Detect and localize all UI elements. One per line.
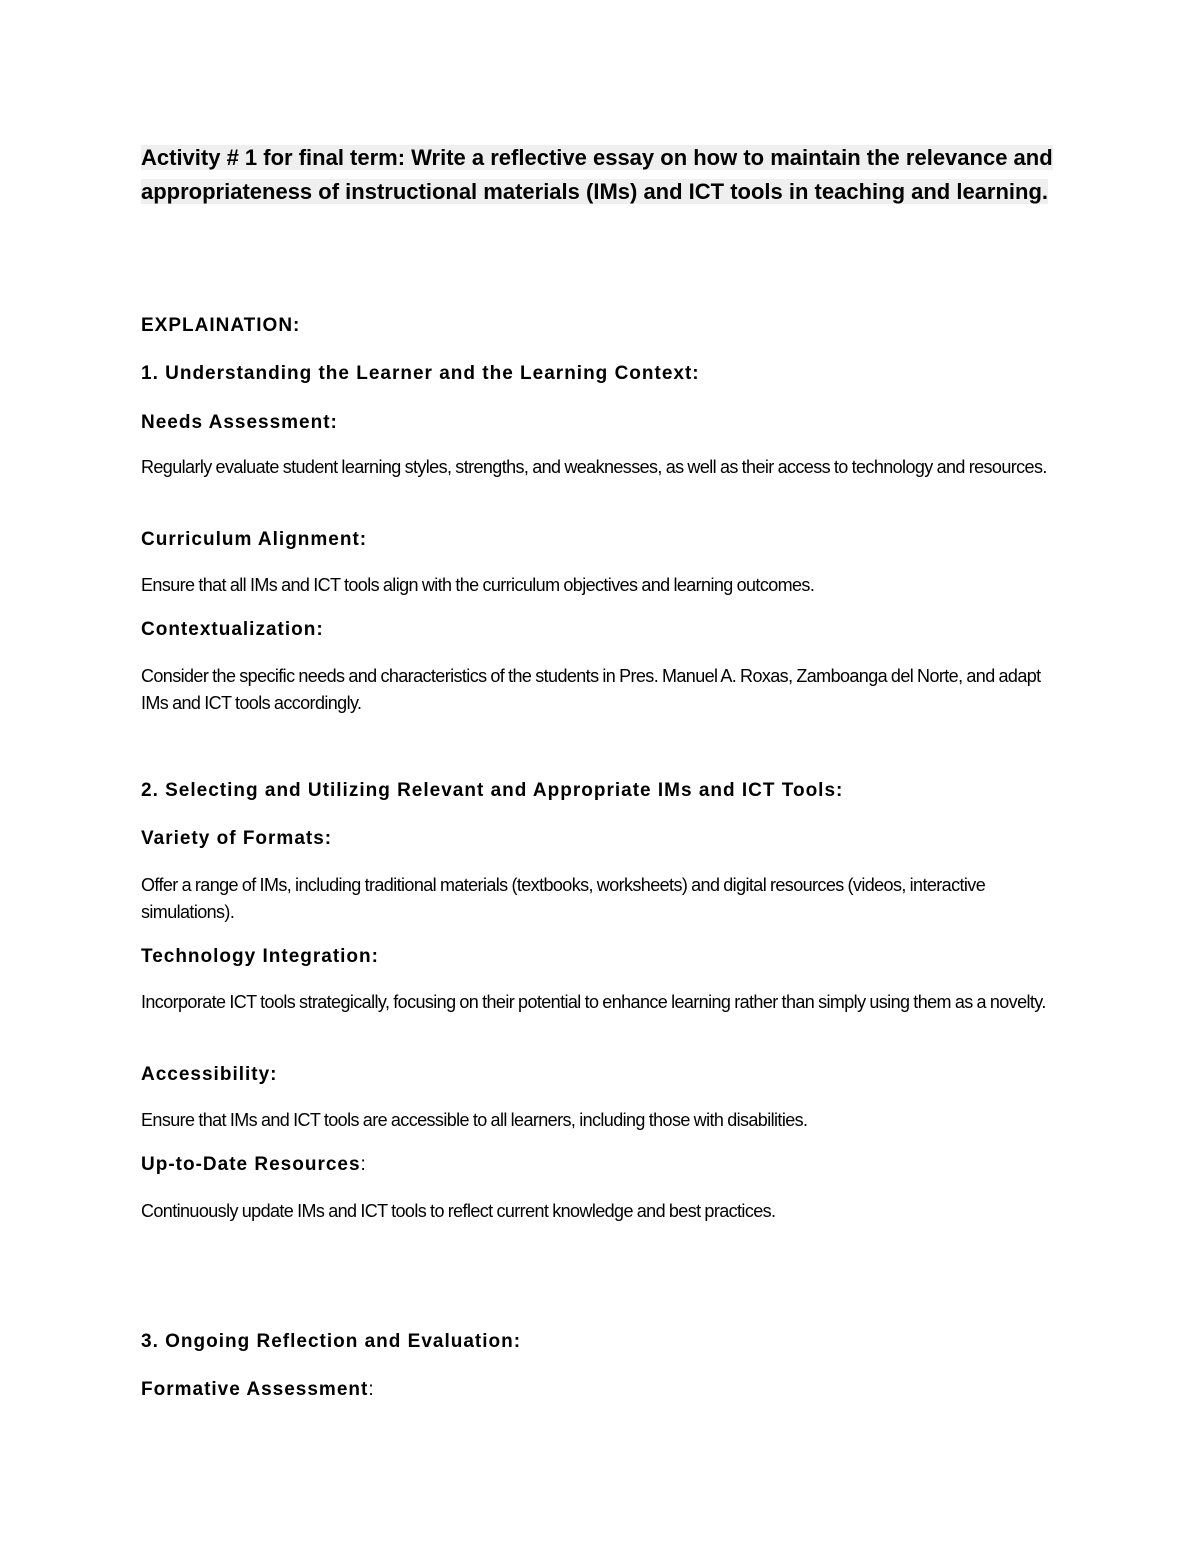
needs-assessment-text: Regularly evaluate student learning styles, strengths, and weaknesses, as well as their access to technology and resources.: [141, 457, 1047, 477]
up-to-date-heading-text: Up-to-Date Resources: [141, 1154, 361, 1175]
activity-title-text: Activity # 1 for final term: Write a reflective essay on how to maintain the relevance and appropriateness of instructional materials (IMs) and ICT tools in teaching and learning.: [141, 145, 1053, 204]
technology-integration-heading: Technology Integration:: [141, 946, 379, 967]
contextualization-text-block: [141, 663, 1071, 717]
contextualization-text: Consider the specific needs and characteristics of the students in Pres. Manuel A. Roxas, Zamboanga del Norte, and adapt IMs and ICT tools accordingly.: [141, 666, 1041, 713]
curriculum-alignment-text-block: [141, 572, 1071, 599]
formative-assessment-heading-text: Formative Assessment: [141, 1379, 369, 1400]
curriculum-alignment-heading-block: [141, 528, 1071, 552]
formative-assessment-heading: [141, 1378, 1071, 1402]
needs-assessment-heading: Needs Assessment:: [141, 412, 338, 433]
technology-integration-heading-block: [141, 945, 1071, 969]
section2-heading: 2. Selecting and Utilizing Relevant and Appropriate IMs and ICT Tools:: [141, 780, 844, 801]
curriculum-alignment-heading: Curriculum Alignment:: [141, 529, 368, 550]
explanation-heading: EXPLAINATION:: [141, 315, 301, 336]
activity-title: [141, 141, 1071, 209]
variety-of-formats-heading: Variety of Formats:: [141, 828, 333, 849]
contextualization-heading: Contextualization:: [141, 619, 324, 640]
accessibility-text: Ensure that IMs and ICT tools are accessible to all learners, including those with disabilities.: [141, 1110, 808, 1130]
formative-assessment-heading-block: [141, 1378, 1071, 1402]
up-to-date-heading-colon: :: [360, 1154, 367, 1175]
section3-heading: 3. Ongoing Reflection and Evaluation:: [141, 1331, 522, 1352]
section2-heading-block: [141, 779, 1071, 803]
curriculum-alignment-text: Ensure that all IMs and ICT tools align with the curriculum objectives and learning outcomes.: [141, 575, 815, 595]
up-to-date-text: Continuously update IMs and ICT tools to reflect current knowledge and best practices.: [141, 1201, 776, 1221]
variety-of-formats-heading-block: [141, 827, 1071, 851]
variety-of-formats-text: Offer a range of IMs, including traditional materials (textbooks, worksheets) and digital resources (videos, interactive simulations).: [141, 875, 986, 922]
up-to-date-text-block: [141, 1198, 1071, 1225]
up-to-date-heading: [141, 1153, 1071, 1177]
section1-heading: 1. Understanding the Learner and the Learning Context:: [141, 363, 700, 384]
accessibility-heading-block: [141, 1063, 1071, 1087]
variety-of-formats-text-block: [141, 872, 1071, 926]
needs-assessment-text-block: [141, 454, 1071, 481]
up-to-date-heading-block: [141, 1153, 1071, 1177]
contextualization-heading-block: [141, 618, 1071, 642]
accessibility-text-block: [141, 1107, 1071, 1134]
needs-assessment-heading-block: [141, 411, 1071, 435]
accessibility-heading: Accessibility:: [141, 1064, 278, 1085]
explanation-heading-block: [141, 314, 1071, 338]
technology-integration-text-block: [141, 989, 1071, 1016]
section1-heading-block: [141, 362, 1071, 386]
section3-heading-block: [141, 1330, 1071, 1354]
formative-assessment-heading-colon: :: [368, 1379, 375, 1400]
technology-integration-text: Incorporate ICT tools strategically, focusing on their potential to enhance learning rather than simply using them as a novelty.: [141, 992, 1046, 1012]
activity-title-block: [141, 141, 1071, 209]
